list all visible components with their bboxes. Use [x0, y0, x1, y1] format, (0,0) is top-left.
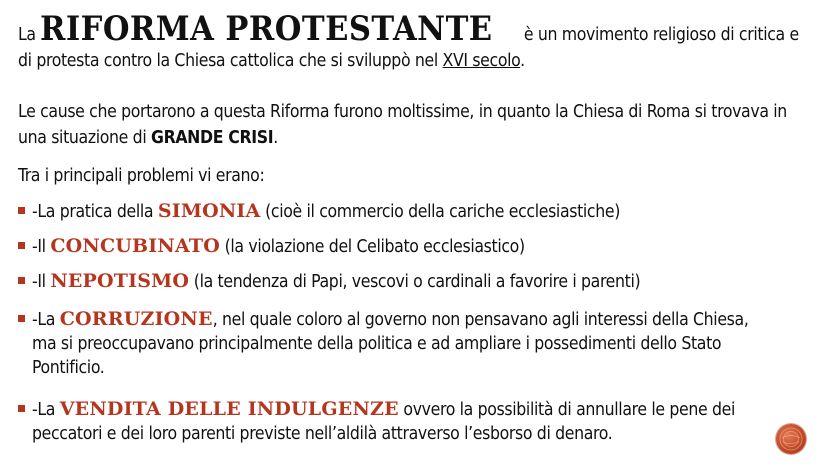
bullet-item-nepotismo [18, 269, 818, 294]
causes-period: . [273, 128, 278, 148]
intro-rest: è un movimento religioso di critica e [523, 25, 799, 45]
bullet-keyword: CORRUZIONE [59, 308, 213, 330]
bullet-post: (la violazione del Celibato ecclesiastico) [219, 237, 525, 257]
paragraph-intro [18, 9, 818, 74]
decorative-circle-logo-icon [776, 424, 806, 454]
bullet-post: ovvero la possibilità di annullare le pene dei [398, 400, 735, 420]
causes-bold: GRANDE CRISI [151, 128, 274, 148]
bullet-item-corruzione [18, 307, 818, 380]
bullet-item-simonia [18, 199, 818, 224]
bullet-continuation: Pontificio. [32, 358, 105, 378]
paragraph-causes [18, 99, 813, 151]
problems-text: Tra i principali problemi vi erano: [18, 166, 265, 186]
bullet-pre: -Il [32, 272, 46, 292]
bullet-keyword: SIMONIA [157, 200, 261, 222]
causes-text: Le cause che portarono a questa Riforma furono moltissime, in quanto la Chiesa di Roma si trovava in una situazione di [18, 102, 787, 148]
bullet-keyword: CONCUBINATO [50, 235, 220, 257]
bullet-pre: -Il [32, 237, 46, 257]
paragraph-problems [18, 163, 818, 189]
bullet-item-indulgenze [18, 397, 818, 446]
bullet-post: , nel quale coloro al governo non pensavano agli interessi della Chiesa, [212, 310, 749, 330]
bullet-post: (cioè il commercio della cariche ecclesiastiche) [260, 202, 621, 222]
bullet-continuation: ma si preoccupavano principalmente della politica e ad ampliare i possedimenti dello Stato [32, 334, 722, 354]
bullet-pre: -La [32, 400, 56, 420]
bullet-continuation: peccatori e dei loro parenti previste nell’aldilà attraverso l’esborso di denaro. [32, 424, 613, 444]
intro-line2: di protesta contro la Chiesa cattolica che si sviluppò nel [18, 51, 438, 71]
bullet-square-icon [18, 277, 25, 284]
bullet-square-icon [18, 242, 25, 249]
bullet-keyword: VENDITA DELLE INDULGENZE [59, 398, 399, 420]
intro-lead: La [18, 25, 36, 45]
bullet-pre: -La pratica della [32, 202, 154, 222]
bullet-pre: -La [32, 310, 56, 330]
bullet-item-concubinato [18, 234, 818, 259]
bullet-keyword: NEPOTISMO [50, 270, 190, 292]
bullet-square-icon [18, 315, 25, 322]
intro-period: . [520, 51, 525, 71]
bullet-post: (la tendenza di Papi, vescovi o cardinali a favorire i parenti) [189, 272, 641, 292]
slide-title: RIFORMA PROTESTANTE [40, 9, 493, 49]
century-link-text: XVI secolo [442, 51, 521, 71]
bullet-square-icon [18, 207, 25, 214]
bullet-square-icon [18, 405, 25, 412]
